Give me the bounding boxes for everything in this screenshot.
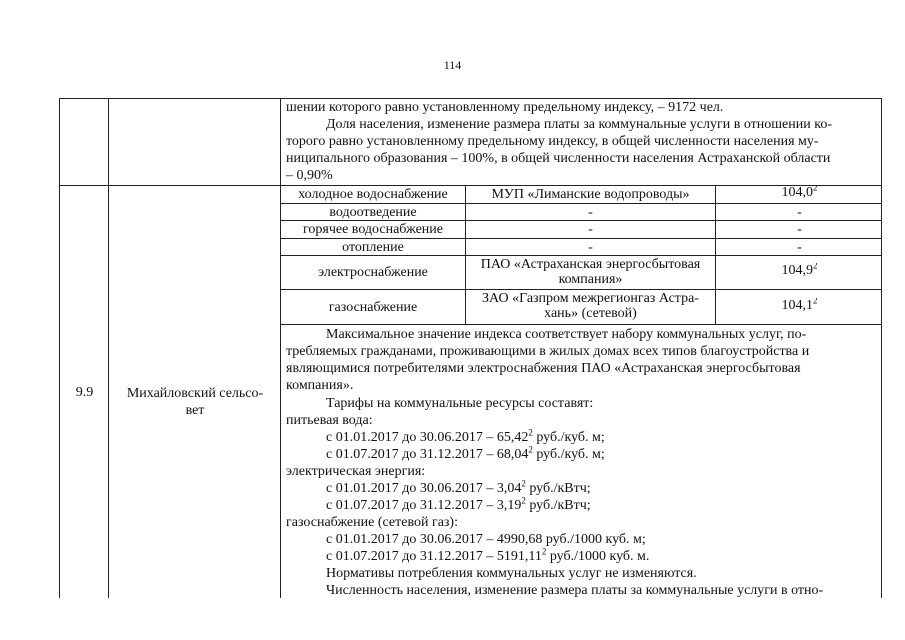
footnote-mark: 2 [813, 298, 818, 306]
top-row-line: шении которого равно установленному предельному индексу, – 9172 чел. [286, 100, 724, 115]
service-provider: - [588, 240, 593, 255]
service-provider [466, 257, 715, 287]
text-line: являющимися потребителями электроснабжения ПАО «Астраханская энергосбытовая [286, 361, 801, 376]
text-line [326, 427, 605, 447]
settlement-name-line: Михайловский сельсо- [126, 386, 264, 401]
row-divider [280, 289, 882, 290]
service-index: - [797, 222, 802, 237]
text-line: электрическая энергия: [286, 464, 426, 479]
tariff-value: с 01.07.2017 до 31.12.2017 – 3,19 [326, 498, 522, 513]
text-line: требляемых гражданами, проживающими в жилых домах всех типов благоустройства и [286, 344, 810, 359]
table [59, 98, 882, 598]
footnote-mark: 2 [528, 427, 533, 438]
service-name: водоотведение [329, 205, 417, 220]
row-divider [280, 255, 882, 256]
footnote-mark: 2 [813, 263, 818, 271]
provider-line: ЗАО «Газпром межрегионгаз Астра- [482, 291, 699, 306]
tariff-unit: руб./кВтч; [525, 498, 591, 513]
column-divider [280, 99, 281, 598]
text-line: газоснабжение (сетевой газ): [286, 515, 458, 530]
row-divider [280, 324, 882, 325]
row-number: 9.9 [75, 385, 94, 400]
row-divider [280, 203, 882, 204]
tariff-value: с 01.01.2017 до 30.06.2017 – 65,42 [326, 430, 529, 445]
service-name: холодное водоснабжение [298, 187, 448, 202]
row-divider [280, 238, 882, 239]
service-index: - [797, 205, 802, 220]
tariff-value: с 01.01.2017 до 30.06.2017 – 3,04 [326, 481, 522, 496]
settlement-name-line: вет [185, 403, 205, 418]
text-line [326, 546, 650, 566]
footnote-mark: 2 [528, 444, 533, 455]
text-line: Тарифы на коммунальные ресурсы составят: [326, 396, 594, 411]
top-row-line: ниципального образования – 100%, в общей численности населения Астраханской области [286, 151, 831, 166]
top-row-line: торого равно установленному предельному индексу, в общей численности населения му- [286, 134, 819, 149]
footnote-mark: 2 [813, 185, 818, 193]
tariff-unit: руб./1000 куб. м. [546, 549, 650, 564]
index-value: 104,0 [781, 185, 813, 200]
tariff-unit: руб./куб. м; [532, 430, 605, 445]
text-line: Максимальное значение индекса соответствует набору коммунальных услуг, по- [326, 327, 807, 342]
service-index: - [797, 240, 802, 255]
service-index [716, 263, 882, 278]
provider-line: ПАО «Астраханская энергосбытовая [480, 257, 701, 272]
text-line: Численность населения, изменение размера платы за коммунальные услуги в отно- [326, 583, 824, 598]
tariff-unit: руб./куб. м; [532, 447, 605, 462]
service-provider: - [588, 222, 593, 237]
service-name: газоснабжение [328, 300, 418, 315]
row-divider [280, 220, 882, 221]
provider-line: хань» (сетевой) [544, 306, 637, 321]
page-number: 114 [443, 58, 462, 72]
service-name: отопление [342, 240, 404, 255]
text-line: питьевая вода: [286, 413, 373, 428]
top-row-line: – 0,90% [286, 168, 333, 183]
top-row-line: Доля населения, изменение размера платы за коммунальные услуги в отношении ко- [326, 117, 833, 132]
service-name: горячее водоснабжение [303, 222, 443, 237]
column-divider [108, 99, 109, 598]
footnote-mark: 2 [521, 495, 526, 506]
service-name: электроснабжение [318, 265, 428, 280]
provider-line: компания» [558, 272, 623, 287]
index-value: 104,9 [781, 263, 813, 278]
text-line [326, 495, 591, 515]
service-provider [466, 291, 715, 321]
index-value: 104,1 [781, 298, 813, 313]
text-line: Нормативы потребления коммунальных услуг не изменяются. [326, 566, 697, 581]
service-index [716, 298, 882, 313]
settlement-name [109, 385, 281, 419]
service-provider: - [588, 205, 593, 220]
text-line [326, 478, 591, 498]
tariff-value: с 01.07.2017 до 31.12.2017 – 68,04 [326, 447, 529, 462]
tariff-unit: руб./кВтч; [525, 481, 591, 496]
service-index [716, 185, 882, 200]
tariff-value: с 01.07.2017 до 31.12.2017 – 5191,11 [326, 549, 542, 564]
service-provider: МУП «Лиманские водопроводы» [491, 187, 690, 202]
text-line: компания». [286, 378, 354, 393]
footnote-mark: 2 [521, 478, 526, 489]
text-line [326, 444, 605, 464]
text-line: с 01.01.2017 до 30.06.2017 – 4990,68 руб./1000 куб. м; [326, 532, 646, 547]
footnote-mark: 2 [541, 546, 547, 557]
